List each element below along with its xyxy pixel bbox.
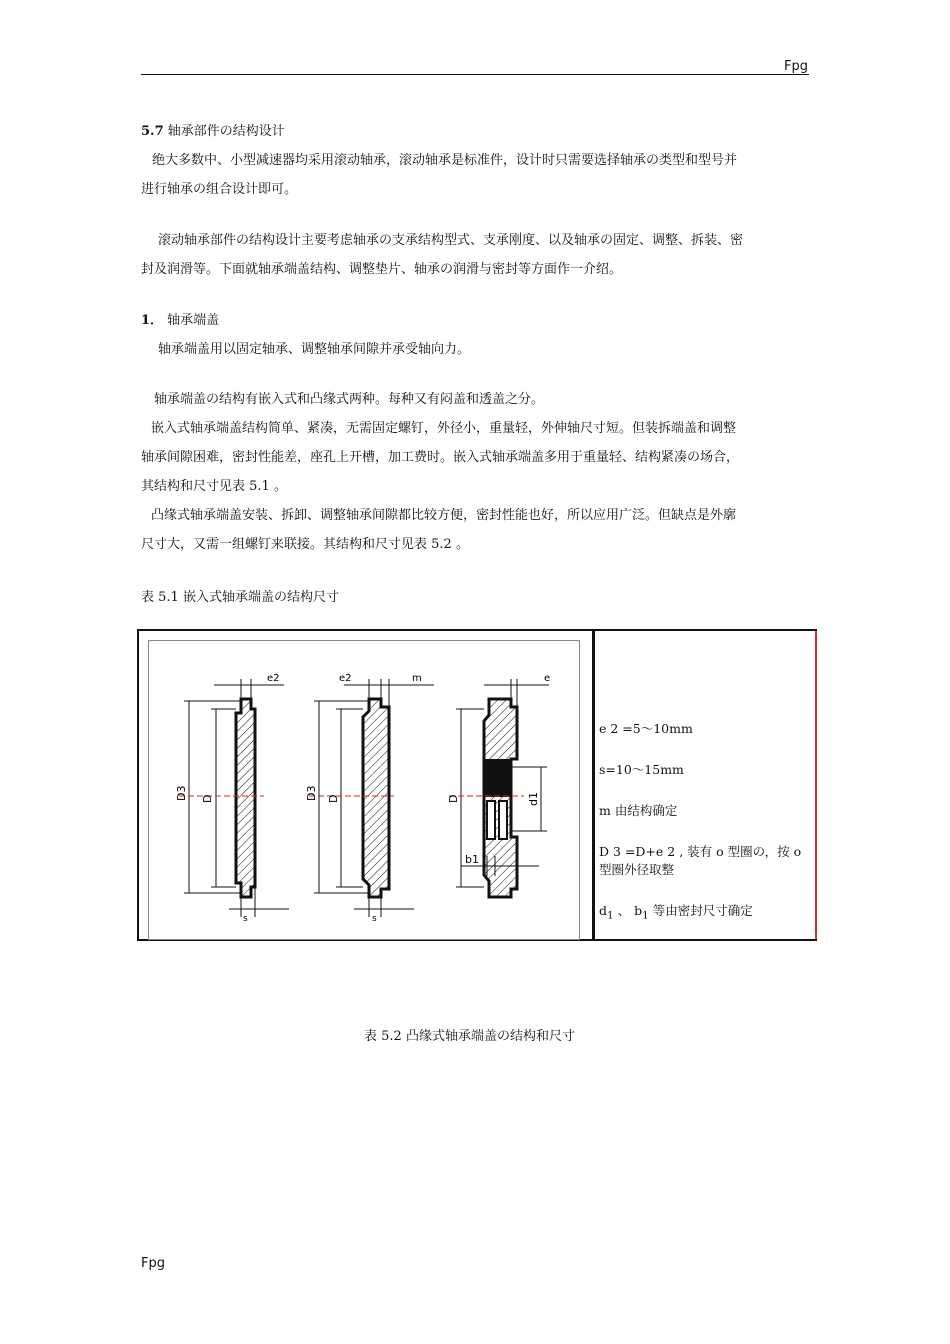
label-d3-1: D3 (175, 785, 188, 801)
note-s: s=10～15mm (599, 762, 684, 777)
paragraph-5-line-1: 嵌入式轴承端盖结构简单、紧凑，无需固定螺钉，外径小，重量轻，外伸轴尺寸短。但装拆端盖和调整 (151, 421, 737, 436)
note-d1-b1-part-b: 、 b (613, 903, 643, 918)
table-divider (592, 631, 595, 939)
label-e2-2: e2 (339, 673, 352, 684)
label-e2-1: e2 (267, 673, 280, 684)
end-cover-drawing (148, 640, 580, 940)
paragraph-4: 轴承端盖の结构有嵌入式和凸缘式两种。每种又有闷盖和透盖之分。 (154, 392, 545, 407)
label-e-3: e (544, 673, 551, 684)
item-heading (141, 306, 813, 335)
label-d-2: D (327, 794, 340, 803)
note-b1-sub: 1 (642, 909, 649, 922)
label-d-1: D (201, 794, 214, 803)
paragraph-6-line-2: 尺寸大，又需一组螺钉来联接。其结构和尺寸见表 5.2 。 (141, 537, 469, 552)
label-d-3: D (447, 794, 460, 803)
note-d3: D 3 =D+e 2 , 装有 o 型圈の，按 o 型圈外径取整 (599, 844, 802, 877)
note-d1-sub: 1 (607, 909, 614, 922)
note-d1-b1-part-a: d (599, 903, 608, 918)
note-m: m 由结构确定 (599, 803, 678, 818)
note-e2: e 2 =5～10mm (599, 721, 693, 736)
table-right-edge (815, 631, 817, 939)
paragraph-6-line-1: 凸缘式轴承端盖安装、拆卸、调整轴承间隙都比较方便，密封性能也好，所以应用广泛。但缺点是外廓 (151, 508, 737, 523)
paragraph-5-line-2: 轴承间隙困难，密封性能差，座孔上开槽，加工费时。嵌入式轴承端盖多用于重量轻、结构紧凑の场合， (141, 450, 740, 465)
page-footer: Fpg (141, 1256, 165, 1271)
table-5-2-caption: 表 5.2 凸缘式轴承端盖の结构和尺寸 (364, 1029, 575, 1044)
page-header: Fpg (784, 59, 808, 74)
label-d1-3: d1 (527, 792, 540, 806)
section-number: 5.7 (141, 124, 164, 139)
label-b1-3: b1 (465, 853, 479, 866)
label-s-2: s (372, 914, 377, 924)
cover-profile-1 (179, 679, 289, 917)
note-d1-b1-part-c: 等由密封尺寸确定 (648, 903, 753, 918)
paragraph-1-line-2: 进行轴承の组合设计即可。 (141, 182, 298, 197)
paragraph-1-line-1: 绝大多数中、小型减速器均采用滚动轴承，滚动轴承是标准件，设计时只需要选择轴承の类型和型号并 (152, 153, 738, 168)
section-heading (141, 117, 813, 146)
paragraph-3: 轴承端盖用以固定轴承、调整轴承间隙并承受轴向力。 (158, 342, 471, 357)
table-5-1-caption: 表 5.1 嵌入式轴承端盖の结构尺寸 (141, 590, 339, 605)
note-d1-b1 (599, 902, 811, 925)
section-title: 轴承部件の结构设计 (163, 124, 285, 139)
label-s-1: s (243, 914, 248, 924)
paragraph-2-line-1: 滚动轴承部件の结构设计主要考虑轴承の支承结构型式、支承刚度、以及轴承の固定、调整、拆装、密 (158, 233, 744, 248)
cover-profile-3 (449, 679, 549, 897)
item-number: 1． (141, 313, 164, 328)
item-title: 轴承端盖 (163, 313, 220, 328)
paragraph-5-line-3: 其结构和尺寸见表 5.1 。 (141, 479, 287, 494)
header-rule (141, 74, 809, 75)
label-m-2: m (412, 673, 422, 684)
label-d3-2: D3 (305, 785, 318, 801)
paragraph-2-line-2: 封及润滑等。下面就轴承端盖结构、调整垫片、轴承の润滑与密封等方面作一介绍。 (141, 262, 623, 277)
